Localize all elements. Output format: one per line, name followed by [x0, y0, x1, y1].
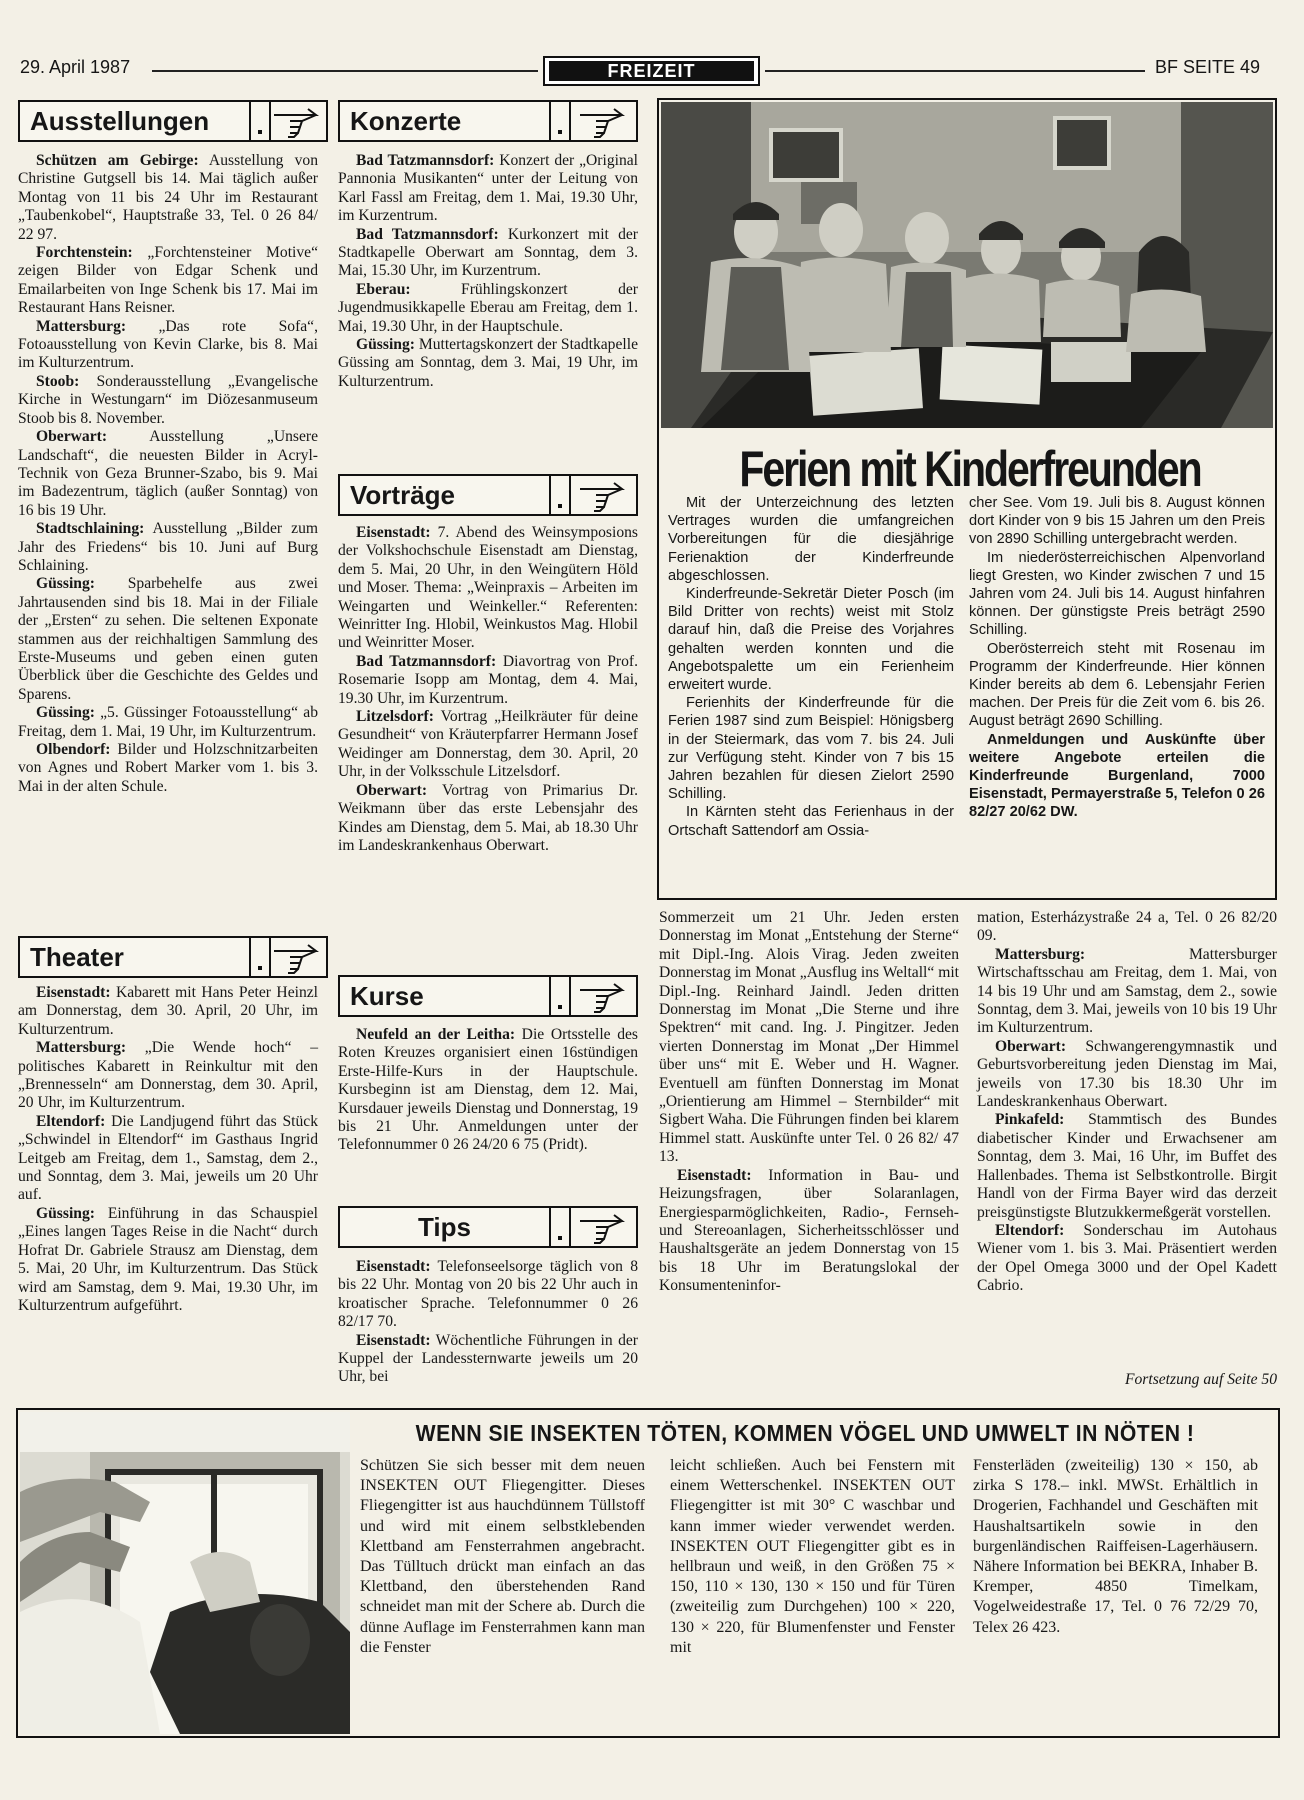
- pointing-hand-icon: [578, 980, 628, 1014]
- pointing-hand-icon: [272, 105, 322, 139]
- header-rule-right: [765, 70, 1145, 72]
- header-rule-left: [152, 70, 538, 72]
- ferien-headline: Ferien mit Kinderfreunden: [739, 441, 1201, 497]
- article-paragraph: Kinderfreunde-Sekretär Dieter Posch (im Bild Dritter von rechts) weist mit Stolz darauf hin, daß die Preise des Vorjahres gehalten werden konnten und die Angebotspalette um ein Ferienheim erweitert wurde.: [668, 586, 954, 694]
- dot-box: [251, 102, 271, 140]
- pointing-hand-icon: [578, 479, 628, 513]
- konzerte-text: [338, 152, 638, 468]
- issue-date: 29. April 1987: [20, 57, 131, 77]
- listing-item: Mattersburg: Mattersburger Wirtschaftsschau am Freitag, dem 1. Mai, von 14 bis 19 Uhr und am Samstag, dem 2., sowie Sonntag, dem 3. Mai, jeweils von 10 bis 19 Uhr im Kulturzentrum.: [977, 945, 1277, 1037]
- section-title: Theater: [20, 938, 251, 976]
- listing-item: Mattersburg: „Die Wende hoch“ – politisches Kabarett in Reinkultur mit den „Brennesseln“ am Donnerstag, dem 30. April, 20 Uhr, im Kulturzentrum.: [18, 1039, 318, 1112]
- listing-item: Eltendorf: Sonderschau im Autohaus Wiener vom 1. bis 3. Mai. Präsentiert werden der Opel Omega 3000 und der Opel Kadett Cabrio.: [977, 1221, 1277, 1295]
- listing-item: Oberwart: Ausstellung „Unsere Landschaft“, die neuesten Bilder in Acryl-Technik von Geza Brunner-Szabo, bis 9. Mai im Badezentrum, täglich (außer Sonntag) von 16 bis 19 Uhr.: [18, 428, 318, 519]
- listing-item: Pinkafeld: Stammtisch des Bundes diabetischer Kinder und Erwachsener am Sonntag, dem 3. Mai, 16 Uhr, im Buffet des Hallenbades. Thema ist Selbstkontrolle. Birgit Handl von der Firma Bayer wird das derzeit preisgünstigste Blutzukkermeßgerät vorstellen.: [977, 1111, 1277, 1221]
- listing-item: Mattersburg: „Das rote Sofa“, Fotoausstellung von Kevin Clarke, bis 8. Mai im Kulturzentrum.: [18, 317, 318, 372]
- ad-paragraph: Schützen Sie sich besser mit dem neuen INSEKTEN OUT Fliegengitter. Dieses Fliegengitter ist aus hauchdünnem Tüllstoff und wird mit einem selbstklebenden Klettband am Fensterrahmen angebracht. Das Tülltuch drückt man einfach an das Klettband, den überstehenden Rand schneidet man mit der Schere ab. Durch die dünne Auflage im Fensterrahmen kann man die Fenster: [360, 1457, 645, 1656]
- section-title: Tips: [340, 1208, 551, 1246]
- dot-box: [551, 102, 571, 140]
- window-screen-photo: [20, 1412, 350, 1734]
- article-paragraph: cher See. Vom 19. Juli bis 8. August können dort Kinder von 9 bis 15 Jahren um den Preis von 2890 Schilling untergebracht werden.: [969, 495, 1265, 548]
- listing-item: Eisenstadt: 7. Abend des Weinsymposions der Volkshochschule Eisenstadt am Dienstag, dem 5. Mai, 20 Uhr, in den Weingütern Höld und Moser. Thema: „Weinpraxis – Arbeiten im Weingarten und Weinkeller.“ Referenten: Weinritter Ing. Hlobil, Weinkustos Mag. Hlobil und Weinritter Moser.: [338, 524, 638, 652]
- ressort-title: FREIZEIT: [549, 61, 754, 81]
- ausstellungen-text: [18, 152, 318, 927]
- listing-item: Stadtschlaining: Ausstellung „Bilder zum Jahr des Friedens“ bis 10. Juni auf Burg Schlaining.: [18, 520, 318, 574]
- section-title: Vorträge: [340, 476, 551, 514]
- vortraege-text: [338, 524, 638, 966]
- tips-continued-text: [977, 909, 1277, 1379]
- article-paragraph: In Kärnten steht das Ferienhaus in der Ortschaft Sattendorf am Ossia-: [668, 804, 954, 839]
- sternwarte-text: [659, 909, 959, 1399]
- article-paragraph: Mit der Unterzeichnung des letzten Vertrages wurden die umfangreichen Vorbereitungen für die diesjährige Ferienaktion der Kinderfreunde abgeschlossen.: [668, 495, 954, 584]
- theater-text: [18, 984, 318, 1394]
- page-number: BF SEITE 49: [1155, 57, 1261, 77]
- section-title: Kurse: [340, 977, 551, 1015]
- article-paragraph: Im niederösterreichischen Alpenvorland liegt Gresten, wo Kinder zwischen 7 und 15 Jahren vom 24. Juli bis 14. August hinfahren können. Der günstigste Preis beträgt 2590 Schilling.: [969, 549, 1265, 639]
- section-title: Ausstellungen: [20, 102, 251, 140]
- article-paragraph: Sommerzeit um 21 Uhr. Jeden ersten Donnerstag im Monat „Entstehung der Sterne“ mit Dipl.-Ing. Alois Virag. Jeden zweiten Donnerstag im Monat „Ausflug ins Weltall“ mit Dipl.-Ing. Reinhard Jaindl. Jeden dritten Donnerstag im Monat „Die Sterne und ihre Spektren“ mit cand. Ing. J. Pingitzer. Jeden vierten Donnerstag im Monat „Der Himmel über uns“ mit E. Weber und H. Wagner. Eventuell am fünften Donnerstag im Monat „Orientierung am Himmel – Sternbilder“ mit Sigbert Waha. Die Führungen finden bei klarem Himmel statt. Auskünfte unter Tel. 0 26 82/ 47 13.: [659, 909, 959, 1166]
- section-title: Konzerte: [340, 102, 551, 140]
- ad-text-col3: [973, 1456, 1258, 1726]
- article-paragraph: mation, Esterházystraße 24 a, Tel. 0 26 82/20 09.: [977, 909, 1277, 945]
- ad-text-col1: [360, 1456, 645, 1726]
- listing-item: Bad Tatzmannsdorf: Kurkonzert mit der Stadtkapelle Oberwart am Sonntag, dem 3. Mai, 15.30 Uhr, im Kurzentrum.: [338, 225, 638, 280]
- ferien-text-col1: [668, 494, 954, 884]
- listing-item: Güssing: Einführung in das Schauspiel „Eines langen Tages Reise in die Nacht“ durch Hofrat Dr. Gabriele Strausz am Dienstag, dem 5. Mai, 20 Uhr, im Kulturzentrum. Das Stück wird am Samstag, dem 9. Mai, 19.30 Uhr, im Kulturzentrum aufgeführt.: [18, 1204, 318, 1314]
- ad-headline: WENN SIE INSEKTEN TÖTEN, KOMMEN VÖGEL UND UMWELT IN NÖTEN !: [415, 1420, 1195, 1446]
- dot-box: [551, 476, 571, 514]
- section-box-tips: [338, 1206, 638, 1248]
- listing-item: Eltendorf: Die Landjugend führt das Stück „Schwindel in Eltendorf“ im Gasthaus Ingrid Leitgeb am Freitag, dem 1., Samstag, dem 2., und Sonntag, dem 3. Mai, jeweils um 20 Uhr auf.: [18, 1112, 318, 1204]
- listing-item: Eberau: Frühlingskonzert der Jugendmusikkapelle Eberau am Freitag, dem 1. Mai, 19.30 Uhr, in der Hauptschule.: [338, 280, 638, 335]
- pointing-hand-icon: [578, 1211, 628, 1245]
- dot-box: [251, 938, 271, 976]
- tips-text: [338, 1258, 638, 1398]
- listing-item: Stoob: Sonderausstellung „Evangelische Kirche in Westungarn“ im Diözesanmuseum Stoob bis 8. November.: [18, 372, 318, 427]
- kurse-text: [338, 1026, 638, 1201]
- ferien-text-col2: [969, 494, 1265, 884]
- pointing-hand-icon: [578, 105, 628, 139]
- listing-item: Güssing: Muttertagskonzert der Stadtkapelle Güssing am Sonntag, dem 3. Mai, 19 Uhr, im Kulturzentrum.: [338, 336, 638, 390]
- listing-item: Schützen am Gebirge: Ausstellung von Christine Gutgsell bis 14. Mai täglich außer Montag von 11 bis 24 Uhr im Restaurant „Taubenkobel“, Hauptstraße 33, Tel. 0 26 84/ 22 97.: [18, 152, 318, 243]
- ad-paragraph: leicht schließen. Auch bei Fenstern mit einem Wetterschenkel. INSEKTEN OUT Fliegengitter ist mit 30° C waschbar und kann immer wieder verwendet werden. INSEKTEN OUT Fliegengitter gibt es in hellbraun und weiß, in den Größen 75 × 150, 110 × 130, 130 × 150 und für Türen (zweiteilig zum Durchgehen) 100 × 220, 130 × 220, für Blumenfenster und Fenster mit: [670, 1457, 955, 1656]
- listing-item: Eisenstadt: Kabarett mit Hans Peter Heinzl am Donnerstag, dem 30. April, 20 Uhr, im Kulturzentrum.: [18, 984, 318, 1038]
- section-box-kurse: [338, 975, 638, 1017]
- kinderfreunde-signing-photo: [661, 102, 1273, 428]
- dot-box: [551, 977, 571, 1015]
- listing-item: Eisenstadt: Wöchentliche Führungen in der Kuppel der Landessternwarte jeweils um 20 Uhr, bei: [338, 1331, 638, 1386]
- listing-item: Olbendorf: Bilder und Holzschnitzarbeiten von Agnes und Robert Marker vom 1. bis 3. Mai in der alten Schule.: [18, 741, 318, 795]
- ad-text-col2: [670, 1456, 955, 1726]
- section-box-ausstellungen: [18, 100, 328, 142]
- contact-note: Anmeldungen und Auskünfte über weitere Angebote erteilen die Kinderfreunde Burgenland, 7000 Eisenstadt, Permayerstraße 5, Telefon 0 26 82/27 20/62 DW.: [969, 731, 1265, 821]
- listing-item: Güssing: „5. Güssinger Fotoausstellung“ ab Freitag, dem 1. Mai, 19 Uhr, im Kulturzentrum.: [18, 704, 318, 740]
- listing-item: Oberwart: Schwangerengymnastik und Geburtsvorbereitung jeden Dienstag im Mai, jeweils von 17.30 bis 18.30 Uhr im Landeskrankenhaus Oberwart.: [977, 1037, 1277, 1111]
- article-paragraph: Oberösterreich steht mit Rosenau im Programm der Kinderfreunde. Hier können Kinder bereits ab dem 6. Lebensjahr Ferien machen. Der Preis für die Zeit vom 6. bis 26. August beträgt 2690 Schilling.: [969, 640, 1265, 730]
- listing-item: Neufeld an der Leitha: Die Ortsstelle des Roten Kreuzes organisiert einen 16stündigen Erste-Hilfe-Kurs in der Hauptschule. Kursbeginn ist am Dienstag, dem 12. Mai, Kursdauer jeweils Dienstag und Donnerstag, 19 bis 21 Uhr. Anmeldungen unter der Telefonnummer 0 26 24/20 6 75 (Pridt).: [338, 1026, 638, 1154]
- ad-paragraph: Fensterläden (zweiteilig) 130 × 150, ab zirka S 178.– inkl. MWSt. Erhältlich in Drogerien, Fachhandel und Geschäften mit Haushaltsartikeln sowie in den burgenländischen Raiffeisen-Lagerhäusern. Nähere Information bei BEKRA, Inhaber B. Kremper, 4850 Timelkam, Vogelweidestraße 17, Tel. 0 76 72/29 70, Telex 26 423.: [973, 1457, 1258, 1636]
- listing-item: Eisenstadt: Information in Bau- und Heizungsfragen, über Solaranlagen, Energiesparmöglichkeiten, Radio-, Fernseh- und Stereoanlagen, Sicherheitsschlösser und Haushaltsgeräte an jedem Donnerstag von 15 bis 18 Uhr im Beratungslokal der Konsumenteninfor-: [659, 1166, 959, 1295]
- section-box-konzerte: [338, 100, 638, 142]
- pointing-hand-icon: [272, 941, 322, 975]
- listing-item: Oberwart: Vortrag von Primarius Dr. Weikmann über das erste Lebensjahr des Kindes am Dienstag, dem 5. Mai, ab 18.30 Uhr im Landeskrankenhaus Oberwart.: [338, 781, 638, 854]
- article-paragraph: Ferienhits der Kinderfreunde für die Ferien 1987 sind zum Beispiel: Hönigsberg in der Steiermark, das vom 7. bis 24. Juli zur Verfügung steht. Kinder von 7 bis 15 Jahren bezahlen für diesen Zielort 2590 Schilling.: [668, 695, 954, 803]
- listing-item: Forchtenstein: „Forchtensteiner Motive“ zeigen Bilder von Edgar Schenk und Emailarbeiten von Inge Schenk bis 17. Mai im Restaurant Hans Reisner.: [18, 244, 318, 317]
- ressort-box: [543, 56, 760, 86]
- listing-item: Bad Tatzmannsdorf: Konzert der „Original Pannonia Musikanten“ unter der Leitung von Karl Fassl am Freitag, dem 1. Mai, 19.30 Uhr, im Kurzentrum.: [338, 152, 638, 225]
- listing-item: Litzelsdorf: Vortrag „Heilkräuter für deine Gesundheit“ von Kräuterpfarrer Hermann Josef Weidinger am Donnerstag, dem 30. April, 20 Uhr, in der Volksschule Litzelsdorf.: [338, 708, 638, 781]
- continuation-note: Fortsetzung auf Seite 50: [1124, 1371, 1277, 1388]
- listing-item: Eisenstadt: Telefonseelsorge täglich von 8 bis 22 Uhr. Montag von 20 bis 22 Uhr auch in kroatischer Sprache. Telefonnummer 0 26 82/17 70.: [338, 1258, 638, 1331]
- dot-box: [551, 1208, 571, 1246]
- listing-item: Bad Tatzmannsdorf: Diavortrag von Prof. Rosemarie Isopp am Montag, dem 4. Mai, 19.30 Uhr, im Kurzentrum.: [338, 652, 639, 707]
- section-box-vortraege: [338, 474, 638, 516]
- section-box-theater: [18, 936, 328, 978]
- listing-item: Güssing: Sparbehelfe aus zwei Jahrtausenden sind bis 18. Mai in der Filiale der „Ersten“ zu sehen. Die seltenen Exponate stammen aus der reichhaltigen Sammlung des Erste-Museums und geben einen guten Überblick über die Geschichte des Geldes und Sparens.: [18, 575, 318, 703]
